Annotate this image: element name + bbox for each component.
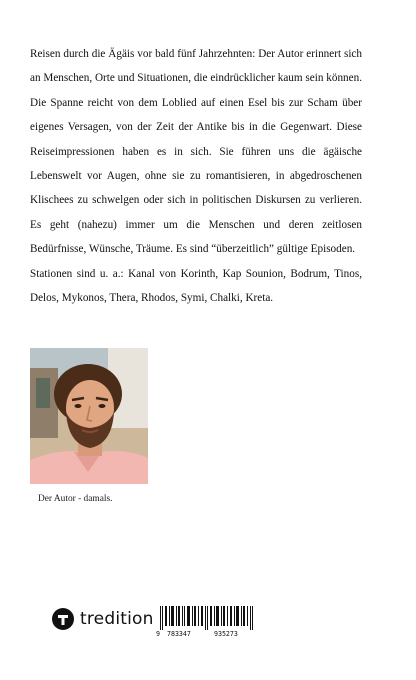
isbn-digits-left: 783347 <box>167 630 191 638</box>
barcode-bars <box>156 606 260 630</box>
isbn-barcode <box>156 606 260 640</box>
blurb-paragraph-1: Reisen durch die Ägäis vor bald fünf Jahrzehnten: Der Autor erinnert sich an Menschen, Orte und Situationen, die eindrücklicher kaum sein können. Die Spanne reicht von dem Loblied auf einen Esel bis zur Scham über eigenes Versagen, von der Zeit der Antike bis in die Gegenwart. Diese Reiseimpressionen haben es in sich. Sie führen uns die ägäische Lebenswelt vor Augen, ohne sie zu romantisieren, in abgedroschenen Klischees zu schwelgen oder sich in politischen Diskursen zu verlieren. Es geht (nahezu) immer um die Menschen und deren zeitlosen Bedürfnisse, Wünsche, Träume. Es sind “überzeitlich” gültige Episoden. <box>30 48 362 256</box>
photo-caption: Der Autor - damals. <box>38 494 113 504</box>
tredition-logo-icon <box>52 608 74 630</box>
author-photo <box>30 348 148 484</box>
isbn-digit-first: 9 <box>156 630 160 638</box>
back-cover-blurb <box>30 42 362 310</box>
blurb-paragraph-2: Stationen sind u. a.: Kanal von Korinth, Kap Sounion, Bodrum, Tinos, Delos, Mykonos, Thera, Rhodos, Symi, Chalki, Kreta. <box>30 267 362 305</box>
publisher-name: tredition <box>80 609 154 629</box>
publisher-logo <box>52 606 154 632</box>
isbn-digits <box>156 630 260 640</box>
isbn-digits-right: 935273 <box>214 630 238 638</box>
